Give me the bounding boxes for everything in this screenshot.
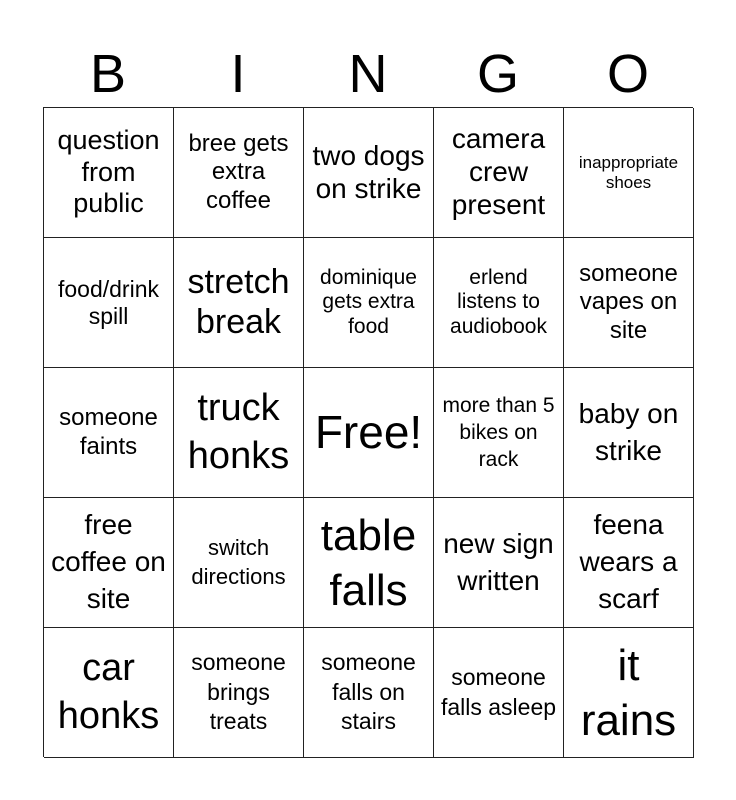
bingo-cell[interactable]: dominique gets extra food [304,238,434,368]
header-letter: O [606,44,649,104]
bingo-cell[interactable]: it rains [564,628,694,758]
bingo-cell[interactable]: inappropriate shoes [564,108,694,238]
bingo-cell[interactable]: camera crew present [434,108,564,238]
free-space[interactable]: Free! [304,368,434,498]
header-letter: G [476,44,519,104]
bingo-cell[interactable]: more than 5 bikes on rack [434,368,564,498]
bingo-cell[interactable]: baby on strike [564,368,694,498]
bingo-card [43,107,693,757]
bingo-cell[interactable]: food/drink spill [44,238,174,368]
header-letter: N [348,44,388,104]
bingo-cell[interactable]: someone vapes on site [564,238,694,368]
bingo-cell[interactable]: question from public [44,108,174,238]
bingo-cell[interactable]: free coffee on site [44,498,174,628]
bingo-cell[interactable]: someone falls asleep [434,628,564,758]
bingo-cell[interactable]: someone falls on stairs [304,628,434,758]
bingo-header [43,40,693,108]
bingo-cell[interactable]: table falls [304,498,434,628]
bingo-cell[interactable]: someone brings treats [174,628,304,758]
bingo-cell[interactable]: new sign written [434,498,564,628]
bingo-cell[interactable]: stretch break [174,238,304,368]
bingo-cell[interactable]: erlend listens to audiobook [434,238,564,368]
header-letter: B [89,44,127,104]
header-letter: I [230,44,246,104]
bingo-cell[interactable]: car honks [44,628,174,758]
bingo-cell[interactable]: truck honks [174,368,304,498]
bingo-cell[interactable]: feena wears a scarf [564,498,694,628]
bingo-cell[interactable]: two dogs on strike [304,108,434,238]
bingo-cell[interactable]: switch directions [174,498,304,628]
bingo-cell[interactable]: someone faints [44,368,174,498]
bingo-cell[interactable]: bree gets extra coffee [174,108,304,238]
